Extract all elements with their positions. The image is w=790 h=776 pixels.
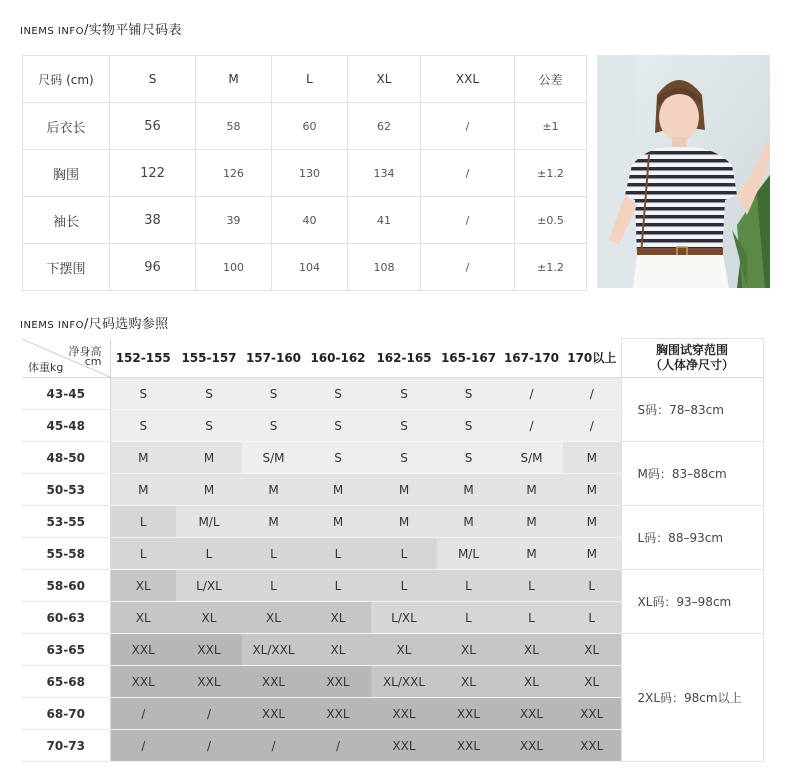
measurement-label: 袖长 bbox=[23, 197, 110, 244]
model-photo-icon bbox=[597, 55, 770, 288]
size-chart-title bbox=[20, 19, 182, 38]
size-cell: XXL bbox=[305, 666, 371, 698]
size-cell: M bbox=[371, 506, 437, 538]
height-range-header: 157-160 bbox=[242, 339, 305, 378]
weight-row bbox=[22, 378, 763, 410]
size-chart-title-en: INEMS INFO bbox=[20, 26, 84, 37]
size-cell: XXL bbox=[437, 698, 500, 730]
size-cell: XL bbox=[305, 602, 371, 634]
size-cell: M bbox=[110, 442, 176, 474]
size-cell: M bbox=[242, 474, 305, 506]
size-cell: XXL bbox=[176, 634, 242, 666]
size-cell: XXL bbox=[500, 698, 563, 730]
size-cell: XL bbox=[437, 666, 500, 698]
chest-range-value: XL码：93–98cm bbox=[621, 570, 763, 634]
size-cell: / bbox=[176, 730, 242, 762]
measurement-value: 41 bbox=[348, 197, 421, 244]
size-cell: XL bbox=[305, 634, 371, 666]
size-cell: XXL bbox=[110, 634, 176, 666]
size-header-cell: 公差 bbox=[515, 56, 587, 103]
size-cell: L bbox=[371, 570, 437, 602]
measurement-value: ±1.2 bbox=[515, 244, 587, 291]
size-cell: / bbox=[176, 698, 242, 730]
size-cell: XXL bbox=[242, 666, 305, 698]
measurement-value: 104 bbox=[272, 244, 348, 291]
size-cell: L bbox=[176, 538, 242, 570]
size-cell: L bbox=[500, 570, 563, 602]
height-axis-label: 净身高 bbox=[68, 344, 102, 358]
size-header-cell: M bbox=[196, 56, 272, 103]
size-cell: M bbox=[305, 506, 371, 538]
weight-range-label: 50-53 bbox=[22, 474, 110, 506]
size-cell: XL bbox=[371, 634, 437, 666]
size-cell: M bbox=[500, 474, 563, 506]
size-cell: / bbox=[500, 378, 563, 410]
chest-range-subtitle: （人体净尺寸） bbox=[649, 358, 734, 372]
weight-range-label: 63-65 bbox=[22, 634, 110, 666]
height-range-header: 155-157 bbox=[176, 339, 242, 378]
size-cell: S bbox=[176, 378, 242, 410]
size-guide-title-en: INEMS INFO bbox=[20, 320, 84, 331]
size-cell: S bbox=[371, 442, 437, 474]
size-cell: M bbox=[242, 506, 305, 538]
measurement-row bbox=[23, 197, 587, 244]
measurement-row bbox=[23, 244, 587, 291]
size-cell: M bbox=[563, 506, 621, 538]
size-cell: XXL bbox=[371, 698, 437, 730]
measurement-value: 126 bbox=[196, 150, 272, 197]
weight-range-label: 53-55 bbox=[22, 506, 110, 538]
size-cell: M bbox=[110, 474, 176, 506]
height-unit-label: cm bbox=[84, 354, 102, 368]
size-cell: M/L bbox=[176, 506, 242, 538]
size-cell: XL bbox=[110, 570, 176, 602]
weight-range-label: 70-73 bbox=[22, 730, 110, 762]
size-header-cell: L bbox=[272, 56, 348, 103]
model-photo bbox=[597, 55, 770, 288]
size-guide-title bbox=[20, 313, 168, 332]
chest-range-header bbox=[621, 339, 763, 378]
measurement-value: / bbox=[421, 244, 515, 291]
weight-row bbox=[22, 634, 763, 666]
size-cell: XXL bbox=[563, 698, 621, 730]
size-cell: L bbox=[242, 570, 305, 602]
size-cell: L bbox=[563, 602, 621, 634]
size-cell: M/L bbox=[437, 538, 500, 570]
size-chart-title-cn: /实物平铺尺码表 bbox=[83, 23, 182, 38]
size-cell: XL bbox=[500, 634, 563, 666]
measurement-value: 134 bbox=[348, 150, 421, 197]
measurement-value: 122 bbox=[110, 150, 196, 197]
measurement-label: 下摆围 bbox=[23, 244, 110, 291]
height-range-header: 160-162 bbox=[305, 339, 371, 378]
size-cell: S bbox=[437, 442, 500, 474]
size-cell: M bbox=[371, 474, 437, 506]
size-cell: L bbox=[500, 602, 563, 634]
weight-range-label: 60-63 bbox=[22, 602, 110, 634]
size-cell: L bbox=[242, 538, 305, 570]
weight-row bbox=[22, 506, 763, 538]
size-cell: S bbox=[110, 378, 176, 410]
size-cell: L/XL bbox=[176, 570, 242, 602]
size-cell: L bbox=[371, 538, 437, 570]
height-range-header: 152-155 bbox=[110, 339, 176, 378]
height-range-header: 167-170 bbox=[500, 339, 563, 378]
weight-range-label: 65-68 bbox=[22, 666, 110, 698]
size-header-cell: XXL bbox=[421, 56, 515, 103]
measurement-value: 108 bbox=[348, 244, 421, 291]
size-cell: M bbox=[563, 474, 621, 506]
size-cell: L bbox=[305, 570, 371, 602]
measurement-row bbox=[23, 150, 587, 197]
weight-range-label: 58-60 bbox=[22, 570, 110, 602]
size-cell: L bbox=[110, 538, 176, 570]
size-cell: L bbox=[437, 570, 500, 602]
size-cell: L bbox=[437, 602, 500, 634]
size-header-cell: S bbox=[110, 56, 196, 103]
size-cell: / bbox=[500, 410, 563, 442]
measurement-value: 56 bbox=[110, 103, 196, 150]
size-guide-title-cn: /尺码选购参照 bbox=[83, 317, 169, 332]
height-range-header: 162-165 bbox=[371, 339, 437, 378]
size-cell: S bbox=[242, 410, 305, 442]
size-header-cell: XL bbox=[348, 56, 421, 103]
size-cell: / bbox=[305, 730, 371, 762]
size-cell: S/M bbox=[500, 442, 563, 474]
measurement-row bbox=[23, 103, 587, 150]
weight-range-label: 43-45 bbox=[22, 378, 110, 410]
size-cell: L/XL bbox=[371, 602, 437, 634]
measurement-label: 胸围 bbox=[23, 150, 110, 197]
size-cell: XL bbox=[500, 666, 563, 698]
measurement-value: 100 bbox=[196, 244, 272, 291]
size-cell: S bbox=[437, 410, 500, 442]
size-cell: / bbox=[110, 730, 176, 762]
size-cell: S bbox=[371, 410, 437, 442]
measurement-value: 60 bbox=[272, 103, 348, 150]
chest-range-title: 胸围试穿范围 bbox=[655, 343, 728, 357]
size-cell: M bbox=[500, 538, 563, 570]
size-recommendation-table bbox=[22, 338, 764, 762]
size-cell: XL bbox=[437, 634, 500, 666]
size-cell: / bbox=[242, 730, 305, 762]
size-cell: S bbox=[305, 378, 371, 410]
measurement-value: / bbox=[421, 150, 515, 197]
table-corner bbox=[22, 339, 110, 378]
weight-range-label: 48-50 bbox=[22, 442, 110, 474]
measurement-header-row bbox=[23, 56, 587, 103]
size-cell: XXL bbox=[371, 730, 437, 762]
size-unit-header: 尺码 (cm) bbox=[23, 56, 110, 103]
weight-range-label: 68-70 bbox=[22, 698, 110, 730]
chest-range-value: L码：88–93cm bbox=[621, 506, 763, 570]
size-cell: XL bbox=[242, 602, 305, 634]
size-cell: XXL bbox=[242, 698, 305, 730]
weight-range-label: 45-48 bbox=[22, 410, 110, 442]
size-cell: XL bbox=[563, 666, 621, 698]
size-cell: S bbox=[176, 410, 242, 442]
size-cell: S bbox=[305, 442, 371, 474]
size-cell: S bbox=[242, 378, 305, 410]
size-cell: S bbox=[371, 378, 437, 410]
size-cell: XXL bbox=[500, 730, 563, 762]
size-cell: L bbox=[563, 570, 621, 602]
size-cell: M bbox=[437, 474, 500, 506]
height-header-row bbox=[22, 339, 763, 378]
measurement-value: 96 bbox=[110, 244, 196, 291]
size-cell: S bbox=[437, 378, 500, 410]
measurement-value: ±1.2 bbox=[515, 150, 587, 197]
size-cell: XL bbox=[563, 634, 621, 666]
size-cell: XXL bbox=[563, 730, 621, 762]
size-cell: XL bbox=[110, 602, 176, 634]
size-cell: M bbox=[437, 506, 500, 538]
weight-axis-label: 体重kg bbox=[28, 360, 64, 374]
size-cell: M bbox=[176, 474, 242, 506]
size-cell: S/M bbox=[242, 442, 305, 474]
measurement-value: 39 bbox=[196, 197, 272, 244]
measurement-value: 40 bbox=[272, 197, 348, 244]
measurement-value: ±0.5 bbox=[515, 197, 587, 244]
chest-range-value: S码：78–83cm bbox=[621, 378, 763, 442]
size-cell: L bbox=[110, 506, 176, 538]
chest-range-value: 2XL码：98cm以上 bbox=[621, 634, 763, 762]
size-cell: XXL bbox=[305, 698, 371, 730]
chest-range-value: M码：83–88cm bbox=[621, 442, 763, 506]
measurement-value: / bbox=[421, 197, 515, 244]
weight-range-label: 55-58 bbox=[22, 538, 110, 570]
measurement-value: 38 bbox=[110, 197, 196, 244]
size-cell: M bbox=[563, 442, 621, 474]
size-cell: XL/XXL bbox=[242, 634, 305, 666]
size-cell: XXL bbox=[176, 666, 242, 698]
size-cell: M bbox=[563, 538, 621, 570]
size-cell: XL bbox=[176, 602, 242, 634]
size-cell: L bbox=[305, 538, 371, 570]
measurement-value: ±1 bbox=[515, 103, 587, 150]
measurement-value: 62 bbox=[348, 103, 421, 150]
size-cell: XXL bbox=[437, 730, 500, 762]
measurement-value: / bbox=[421, 103, 515, 150]
size-cell: S bbox=[305, 410, 371, 442]
flat-measurement-table bbox=[22, 55, 587, 291]
size-cell: / bbox=[563, 378, 621, 410]
size-cell: XL/XXL bbox=[371, 666, 437, 698]
weight-row bbox=[22, 570, 763, 602]
size-cell: M bbox=[500, 506, 563, 538]
height-range-header: 170以上 bbox=[563, 339, 621, 378]
size-cell: XXL bbox=[110, 666, 176, 698]
measurement-label: 后衣长 bbox=[23, 103, 110, 150]
measurement-value: 58 bbox=[196, 103, 272, 150]
measurement-value: 130 bbox=[272, 150, 348, 197]
height-range-header: 165-167 bbox=[437, 339, 500, 378]
weight-row bbox=[22, 442, 763, 474]
size-cell: M bbox=[176, 442, 242, 474]
size-cell: / bbox=[563, 410, 621, 442]
size-cell: M bbox=[305, 474, 371, 506]
size-cell: S bbox=[110, 410, 176, 442]
size-cell: / bbox=[110, 698, 176, 730]
